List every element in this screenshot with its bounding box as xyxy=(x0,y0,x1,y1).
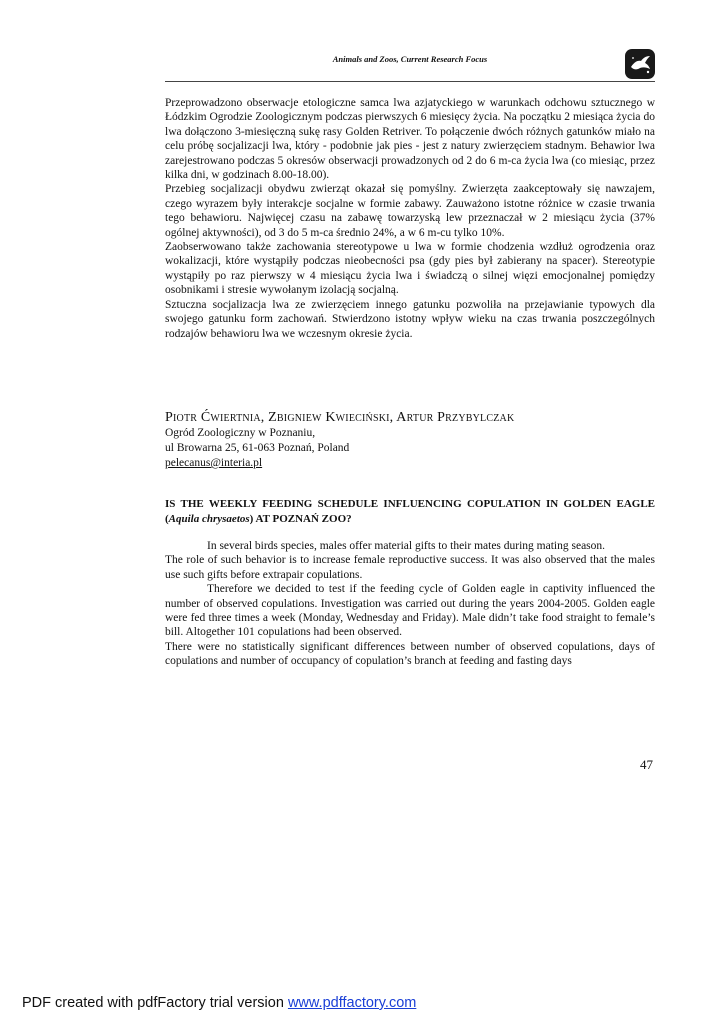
pdf-footer xyxy=(22,995,416,1011)
body-paragraph: The role of such behavior is to increase female reproductive success. It was also observed that the males use such gifts before extrapair copulations. xyxy=(165,554,655,581)
body-paragraph: In several birds species, males offer material gifts to their mates during mating season. xyxy=(207,540,606,552)
abstract-paragraph: Przebieg socjalizacji obydwu zwierząt okazał się pomyślny. Zwierzęta zaakceptowały się nawzajem, czego wyrazem były interakcje socjalne w formie zabawy. Zauważono istotne różnice w czasie trwania tego behawioru. Najwięcej czasu na zabawę towarzyską lew przeznaczał w 2 miesiącu życia (37% ogólnej aktywności), od 3 do 5 m-ca średnio 24%, a w 6 m-cu tylko 10%. xyxy=(165,183,655,239)
abstract-paragraph: Sztuczna socjalizacja lwa ze zwierzęciem innego gatunku pozwoliła na przejawianie typowych dla swojego gatunku form zachowań. Stwierdzono istotny wpływ wieku na czas trwania poszczególnych rodzajów behawioru lwa we wczesnym okresie życia. xyxy=(165,298,655,340)
bird-silhouette-logo-icon xyxy=(624,48,656,80)
abstract-paragraph: Zaobserwowano także zachowania stereotypowe u lwa w formie chodzenia wzdłuż ogrodzenia oraz wokalizacji, które wystąpiły podczas nieobecności psa (gdy pies był zabierany na spacer). Stereotypie wystąpiły po raz pierwszy w 4 miesiącu życia lwa i świadczą o silnej więzi emocjonalnej pomiędzy osobnikami i stresie wywołanym izolacją socjalną. xyxy=(165,241,655,297)
abstract-paragraph: Przeprowadzono obserwacje etologiczne samca lwa azjatyckiego w warunkach odchowu sztucznego w Łódzkim Ogrodzie Zoologicznym podczas pierwszych 6 miesięcy życia. Na początku 2 miesiąca życia do lwa dołączono 3-miesięczną sukę rasy Golden Retriver. To połączenie dwóch różnych gatunków miało na celu próbę socjalizacji lwa, który - podobnie jak pies - jest z natury zwierzęciem stadnym. Behawior lwa zarejestrowano podczas 5 okresów obserwacji prowadzonych od 2 do 6 m-ca życia lwa (co miesiąc, przez kilka dni, w godzinach 8.00-18.00). xyxy=(165,97,655,182)
species-name: Aquila chrysaetos xyxy=(168,513,250,525)
affiliation-block xyxy=(165,426,655,471)
affiliation-address: ul Browarna 25, 61-063 Poznań, Poland xyxy=(165,442,350,454)
header-divider xyxy=(165,81,655,82)
affiliation-institution: Ogród Zoologiczny w Poznaniu, xyxy=(165,427,316,439)
article-title-part2: ) AT POZNAŃ ZOO? xyxy=(249,513,352,525)
author-list: Piotr Ćwiertnia, Zbigniew Kwieciński, Artur Przybylczak xyxy=(165,410,515,425)
running-header-title: Animals and Zoos, Current Research Focus xyxy=(332,54,488,64)
polish-abstract xyxy=(165,96,655,341)
footer-link[interactable]: www.pdffactory.com xyxy=(287,995,417,1011)
footer-text: PDF created with pdfFactory trial version xyxy=(22,995,288,1011)
article-body xyxy=(165,539,655,669)
article-title-part1: IS THE WEEKLY FEEDING SCHEDULE INFLUENCING COPULATION IN GOLDEN EAGLE ( xyxy=(165,498,655,525)
body-paragraph: Therefore we decided to test if the feeding cycle of Golden eagle in captivity influenced the number of observed copulations. Investigation was carried out during the years 2004-2005. Golden eagle were fed three times a week (Monday, Wednesday and Friday). Male didn’t take food straight to female’s bill. Altogether 101 copulations had been observed. xyxy=(165,583,655,639)
article-title xyxy=(165,497,655,527)
author-email-link[interactable]: pelecanus@interia.pl xyxy=(165,457,263,469)
body-paragraph: There were no statistically significant differences between number of observed copulations, days of copulations and number of occupancy of copulation’s branch at feeding and fasting days xyxy=(165,640,655,668)
page-number: 47 xyxy=(640,757,653,772)
